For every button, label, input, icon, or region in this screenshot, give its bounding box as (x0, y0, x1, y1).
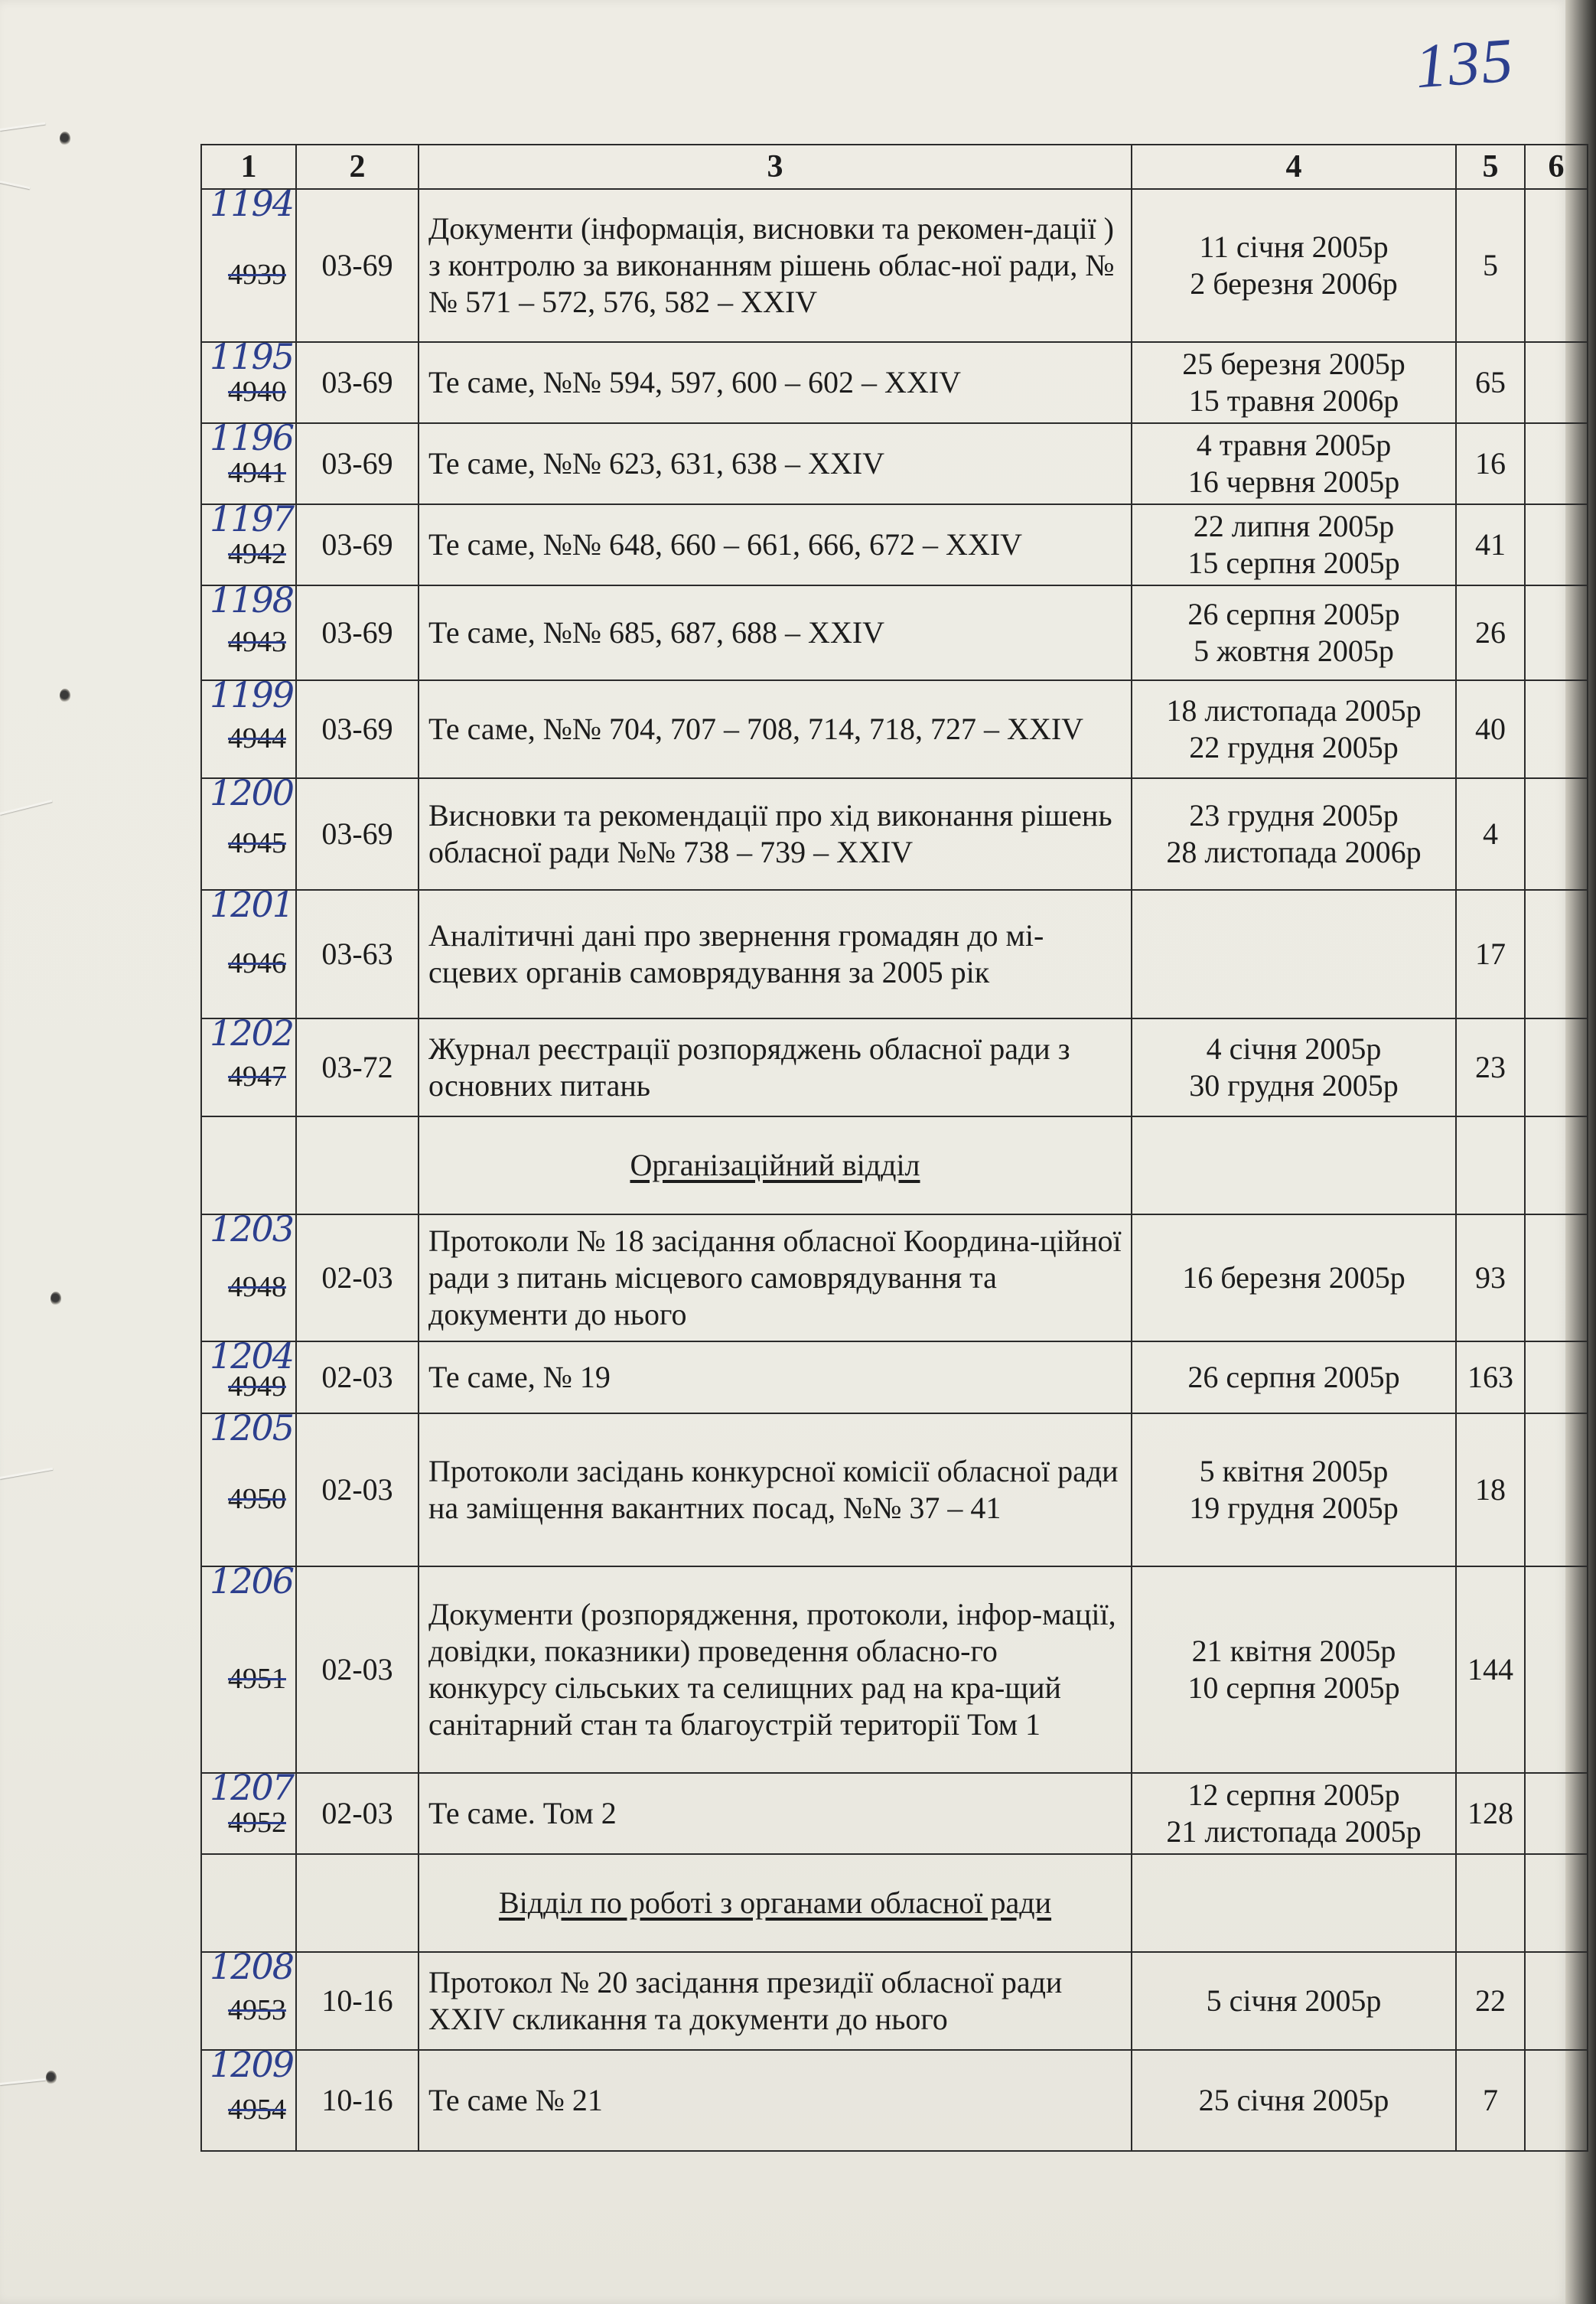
crossed-out-file-number: 4951 (228, 1663, 286, 1695)
crossed-out-file-number: 4950 (228, 1483, 286, 1515)
index-code-cell: 03-69 (296, 778, 419, 890)
table-row (201, 423, 1588, 504)
date-end: 10 серпня 2005р (1187, 1670, 1400, 1705)
sheet-count-cell: 128 (1456, 1773, 1525, 1854)
note-cell (1525, 1018, 1588, 1116)
file-title-cell: Журнал реєстрації розпоряджень обласної ради з основних питань (419, 1018, 1132, 1116)
note-cell (1525, 342, 1588, 423)
sheet-count-cell: 7 (1456, 2050, 1525, 2151)
crossed-out-file-number: 4949 (228, 1370, 286, 1403)
file-title-cell: Протокол № 20 засідання президії обласної ради XXIV скликання та документи до нього (419, 1952, 1132, 2050)
handwritten-file-number: 1203 (210, 1208, 294, 1250)
note-cell (1525, 1566, 1588, 1773)
handwritten-file-number: 1208 (210, 1946, 294, 1987)
sheet-count-cell: 22 (1456, 1952, 1525, 2050)
sheet-count-cell: 5 (1456, 189, 1525, 342)
header-cell: 1 (201, 145, 296, 189)
dates-cell (1132, 585, 1456, 680)
table-row (201, 585, 1588, 680)
file-title-cell: Те саме, №№ 648, 660 – 661, 666, 672 – XXIV (419, 504, 1132, 585)
table-row (201, 680, 1588, 778)
binding-hole (60, 689, 70, 702)
index-code-cell: 03-69 (296, 189, 419, 342)
file-number-cell (201, 772, 296, 890)
dates-cell (1132, 1566, 1456, 1773)
table-row (201, 1018, 1588, 1116)
file-number-cell (201, 884, 296, 1018)
date-start: 26 серпня 2005р (1187, 1360, 1400, 1394)
dates-cell (1132, 342, 1456, 423)
note-cell (1525, 890, 1588, 1018)
file-title-cell: Висновки та рекомендації про хід виконання рішень обласної ради №№ 738 – 739 – XXIV (419, 778, 1132, 890)
date-start: 4 січня 2005р (1206, 1031, 1382, 1066)
handwritten-file-number: 1207 (210, 1767, 294, 1808)
sheet-count-cell: 4 (1456, 778, 1525, 890)
crossed-out-file-number: 4942 (228, 538, 286, 570)
note-cell (1525, 1952, 1588, 2050)
binding-hole (50, 1292, 61, 1305)
header-cell: 5 (1456, 145, 1525, 189)
file-title-cell: Те саме № 21 (419, 2050, 1132, 2151)
file-title-cell: Протоколи № 18 засідання обласної Координа-ційної ради з питань місцевого самоврядування та документи до нього (419, 1214, 1132, 1341)
handwritten-file-number: 1204 (210, 1335, 294, 1377)
empty-cell (1456, 1116, 1525, 1214)
date-start: 23 грудня 2005р (1189, 798, 1399, 833)
note-cell (1525, 680, 1588, 778)
note-cell (1525, 423, 1588, 504)
header-cell: 2 (296, 145, 419, 189)
empty-cell (296, 1854, 419, 1952)
file-title-cell: Аналітичні дані про звернення громадян до мі-сцевих органів самоврядування за 2005 рік (419, 890, 1132, 1018)
date-start: 26 серпня 2005р (1187, 597, 1400, 631)
file-title-cell: Протоколи засідань конкурсної комісії обласної ради на заміщення вакантних посад, №№ 37 – 41 (419, 1413, 1132, 1566)
table-body (201, 183, 1588, 2151)
file-number-cell (201, 1767, 296, 1854)
index-code-cell: 03-69 (296, 423, 419, 504)
file-number-cell (201, 579, 296, 680)
date-start: 5 січня 2005р (1206, 1983, 1382, 2018)
file-title-cell: Те саме, №№ 704, 707 – 708, 714, 718, 727 – XXIV (419, 680, 1132, 778)
table-row (201, 1341, 1588, 1413)
dates-cell (1132, 189, 1456, 342)
dates-cell (1132, 1018, 1456, 1116)
index-code-cell: 02-03 (296, 1413, 419, 1566)
date-start: 5 квітня 2005р (1199, 1454, 1389, 1488)
empty-cell (201, 1116, 296, 1214)
header-cell: 4 (1132, 145, 1456, 189)
dates-cell (1132, 504, 1456, 585)
date-start: 16 березня 2005р (1182, 1260, 1405, 1295)
date-start: 21 квітня 2005р (1191, 1634, 1396, 1668)
crossed-out-file-number: 4954 (228, 2094, 286, 2126)
note-cell (1525, 1413, 1588, 1566)
sheet-count-cell: 163 (1456, 1341, 1525, 1413)
dates-cell (1132, 1341, 1456, 1413)
table-row (201, 342, 1588, 423)
binding-hole (46, 2071, 57, 2084)
file-title-cell: Те саме, №№ 594, 597, 600 – 602 – XXIV (419, 342, 1132, 423)
header-row (201, 145, 1588, 189)
sheet-count-cell: 93 (1456, 1214, 1525, 1341)
file-title-cell: Те саме, №№ 623, 631, 638 – XXIV (419, 423, 1132, 504)
file-number-cell (201, 1335, 296, 1413)
date-end: 16 червня 2005р (1187, 464, 1400, 499)
dates-cell (1132, 890, 1456, 1018)
sheet-count-cell: 65 (1456, 342, 1525, 423)
section-row (201, 1116, 1588, 1214)
section-row (201, 1854, 1588, 1952)
index-code-cell: 03-69 (296, 680, 419, 778)
table-row (201, 1566, 1588, 1773)
sheet-count-cell: 40 (1456, 680, 1525, 778)
crossed-out-file-number: 4939 (228, 259, 286, 291)
date-end: 15 травня 2006р (1188, 383, 1399, 418)
dates-cell (1132, 423, 1456, 504)
archive-inventory-table (200, 144, 1588, 2152)
handwritten-file-number: 1199 (210, 674, 294, 715)
file-title-cell: Те саме, № 19 (419, 1341, 1132, 1413)
note-cell (1525, 189, 1588, 342)
index-code-cell: 03-63 (296, 890, 419, 1018)
empty-cell (1525, 1116, 1588, 1214)
table-row (201, 1413, 1588, 1566)
dates-cell (1132, 2050, 1456, 2151)
sheet-count-cell: 144 (1456, 1566, 1525, 1773)
dates-cell (1132, 1952, 1456, 2050)
sheet-count-cell: 17 (1456, 890, 1525, 1018)
empty-cell (1132, 1854, 1456, 1952)
file-number-cell (201, 183, 296, 342)
file-title-cell: Те саме. Том 2 (419, 1773, 1132, 1854)
date-end: 19 грудня 2005р (1189, 1491, 1399, 1525)
empty-cell (1525, 1854, 1588, 1952)
empty-cell (1456, 1854, 1525, 1952)
binding-hole (60, 132, 70, 145)
handwritten-file-number: 1200 (210, 772, 294, 813)
sheet-count-cell: 41 (1456, 504, 1525, 585)
crossed-out-file-number: 4952 (228, 1807, 286, 1839)
date-start: 11 січня 2005р (1199, 230, 1389, 264)
header-cell: 6 (1525, 145, 1588, 189)
table-row (201, 2050, 1588, 2151)
index-code-cell: 03-72 (296, 1018, 419, 1116)
handwritten-file-number: 1194 (210, 183, 294, 224)
file-number-cell (201, 674, 296, 778)
date-start: 22 липня 2005р (1193, 509, 1395, 543)
file-number-cell (201, 1407, 296, 1566)
date-end: 30 грудня 2005р (1189, 1068, 1399, 1103)
date-end: 2 березня 2006р (1190, 266, 1398, 301)
index-code-cell: 02-03 (296, 1566, 419, 1773)
date-end: 15 серпня 2005р (1187, 546, 1400, 580)
handwritten-file-number: 1197 (210, 498, 294, 539)
date-start: 12 серпня 2005р (1187, 1778, 1400, 1812)
index-code-cell: 03-69 (296, 342, 419, 423)
table-row (201, 1214, 1588, 1341)
crossed-out-file-number: 4948 (228, 1271, 286, 1303)
index-code-cell: 02-03 (296, 1214, 419, 1341)
file-number-cell (201, 336, 296, 423)
crossed-out-file-number: 4940 (228, 376, 286, 408)
index-code-cell: 10-16 (296, 2050, 419, 2151)
note-cell (1525, 504, 1588, 585)
crossed-out-file-number: 4945 (228, 827, 286, 859)
note-cell (1525, 1773, 1588, 1854)
date-start: 4 травня 2005р (1196, 428, 1392, 462)
note-cell (1525, 1341, 1588, 1413)
section-heading: Організаційний відділ (630, 1148, 920, 1182)
handwritten-file-number: 1196 (210, 417, 294, 458)
table-row (201, 890, 1588, 1018)
sheet-count-cell: 26 (1456, 585, 1525, 680)
table-row (201, 1773, 1588, 1854)
date-end: 22 грудня 2005р (1189, 730, 1399, 764)
table-row (201, 504, 1588, 585)
table-row (201, 1952, 1588, 2050)
dates-cell (1132, 778, 1456, 890)
file-number-cell (201, 2044, 296, 2151)
index-code-cell: 02-03 (296, 1341, 419, 1413)
sheet-count-cell: 18 (1456, 1413, 1525, 1566)
index-code-cell: 02-03 (296, 1773, 419, 1854)
index-code-cell: 03-69 (296, 504, 419, 585)
note-cell (1525, 1214, 1588, 1341)
index-code-cell: 03-69 (296, 585, 419, 680)
dates-cell (1132, 1413, 1456, 1566)
file-number-cell (201, 1208, 296, 1341)
header-cell: 3 (419, 145, 1132, 189)
index-code-cell: 10-16 (296, 1952, 419, 2050)
empty-cell (201, 1854, 296, 1952)
date-start: 18 листопада 2005р (1166, 693, 1422, 728)
empty-cell (296, 1116, 419, 1214)
date-start: 25 березня 2005р (1182, 347, 1405, 381)
crossed-out-file-number: 4946 (228, 947, 286, 979)
handwritten-file-number: 1198 (210, 579, 294, 621)
date-start: 25 січня 2005р (1198, 2083, 1389, 2117)
dates-cell (1132, 1773, 1456, 1854)
date-end: 28 листопада 2006р (1166, 835, 1422, 869)
date-end: 5 жовтня 2005р (1194, 634, 1394, 668)
file-number-cell (201, 1012, 296, 1116)
handwritten-file-number: 1201 (210, 884, 294, 925)
dates-cell (1132, 680, 1456, 778)
file-number-cell (201, 1560, 296, 1773)
dates-cell (1132, 1214, 1456, 1341)
file-title-cell: Документи (розпорядження, протоколи, інфор-мації, довідки, показники) проведення обласно-го конкурсу сільських та селищних рад на кра-щий санітарний стан та благоустрій території Том 1 (419, 1566, 1132, 1773)
table-row (201, 778, 1588, 890)
handwritten-file-number: 1202 (210, 1012, 294, 1054)
file-number-cell (201, 1946, 296, 2050)
file-number-cell (201, 417, 296, 504)
handwritten-file-number: 1205 (210, 1407, 294, 1449)
note-cell (1525, 778, 1588, 890)
crossed-out-file-number: 4944 (228, 722, 286, 754)
file-title-cell: Документи (інформація, висновки та рекомен-дації ) з контролю за виконанням рішень облас-ної ради, №№ 571 – 572, 576, 582 – XXIV (419, 189, 1132, 342)
handwritten-page-number: 135 (1412, 24, 1516, 102)
section-heading-cell (419, 1854, 1132, 1952)
table-row (201, 189, 1588, 342)
handwritten-file-number: 1206 (210, 1560, 294, 1602)
sheet-count-cell: 23 (1456, 1018, 1525, 1116)
crossed-out-file-number: 4953 (228, 1994, 286, 2026)
handwritten-file-number: 1209 (210, 2044, 294, 2085)
section-heading-cell (419, 1116, 1132, 1214)
crossed-out-file-number: 4947 (228, 1061, 286, 1093)
handwritten-file-number: 1195 (210, 336, 294, 377)
note-cell (1525, 585, 1588, 680)
file-title-cell: Те саме, №№ 685, 687, 688 – XXIV (419, 585, 1132, 680)
crossed-out-file-number: 4943 (228, 626, 286, 658)
file-number-cell (201, 498, 296, 585)
date-end: 21 листопада 2005р (1166, 1814, 1422, 1849)
empty-cell (1132, 1116, 1456, 1214)
sheet-count-cell: 16 (1456, 423, 1525, 504)
note-cell (1525, 2050, 1588, 2151)
crossed-out-file-number: 4941 (228, 457, 286, 489)
section-heading: Відділ по роботі з органами обласної ради (498, 1885, 1052, 1920)
